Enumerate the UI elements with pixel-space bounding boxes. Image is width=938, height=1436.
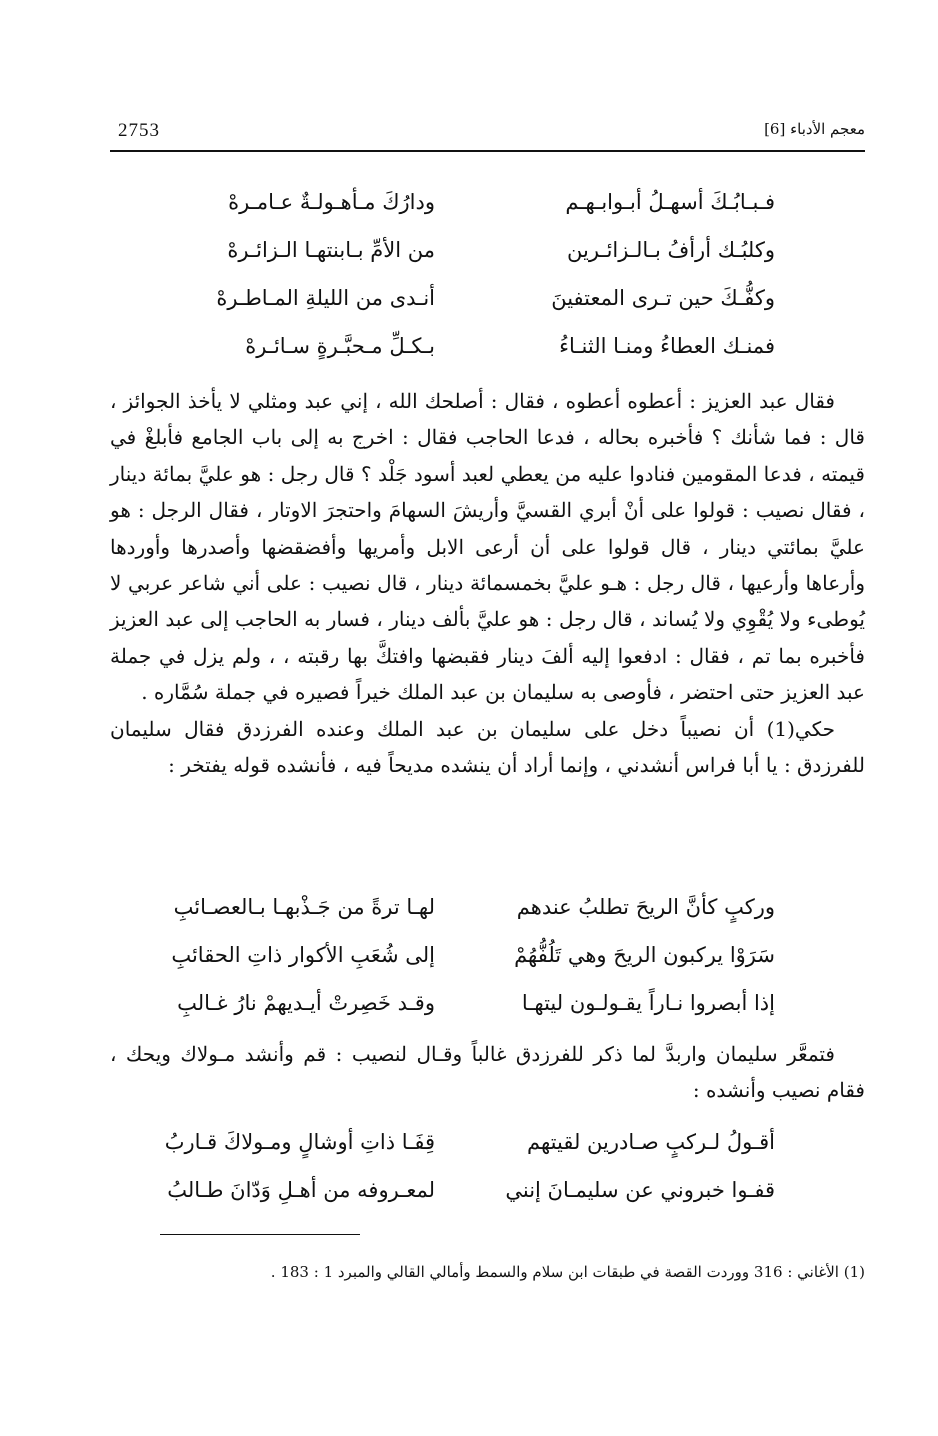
verse-block-3 [110, 1130, 865, 1226]
verse-line [110, 334, 865, 382]
verse-hemistich-left: أنـدى من الليلةِ المـاطـرهْ [216, 286, 435, 310]
verse-hemistich-right: وركبٍ كأنَّ الريحَ تطلبُ عندهم [516, 895, 775, 919]
footnote: (1) الأغاني : 316 ووردت القصة في طبقات ابن سلام والسمط وأمالي القالي والمبرد 1 : 183 . [270, 1263, 865, 1281]
verse-line [110, 190, 865, 238]
verse-block-2 [110, 895, 865, 1039]
verse-hemistich-left: إلى شُعَبِ الأكوار ذاتِ الحقائبِ [171, 943, 435, 967]
footnote-rule [160, 1234, 360, 1235]
verse-hemistich-right: وكفُّـكَ حين تـرى المعتفينَ [551, 286, 775, 310]
verse-block-1 [110, 190, 865, 382]
verse-line [110, 1130, 865, 1178]
header-rule [110, 150, 865, 152]
paragraph: فتمعَّر سليمان واربدَّ لما ذكر للفرزدق غالباً وقـال لنصيب : قم وأنشد مـولاك ويحك ، فقام نصيب وأنشده : [110, 1042, 865, 1103]
paragraph: حكي(1) أن نصيباً دخل على سليمان بن عبد الملك وعنده الفرزدق فقال سليمان للفرزدق : يا أبا فراس أنشدني ، وإنما أراد أن ينشده مديحاً فيه ، فأنشده قوله يفتخر : [110, 716, 865, 778]
verse-line [110, 238, 865, 286]
page-header [110, 118, 865, 148]
verse-hemistich-right: إذا أبصروا نـاراً يقـولـون ليتهـا [521, 991, 775, 1015]
verse-hemistich-right: فمنـك العطاءُ ومنـا الثنـاءُ [559, 334, 775, 358]
verse-hemistich-right: سَرَوْا يركبون الريحَ وهي تَلُفُّهُمْ [514, 943, 775, 967]
verse-hemistich-right: وكلبُـك أرأفُ بـالـزائـرين [567, 238, 775, 262]
verse-hemistich-left: لمعـروفه من أهـلِ وَدّانَ طـالبُ [167, 1178, 435, 1202]
verse-line [110, 1178, 865, 1226]
verse-hemistich-left: وقـد خَصِرتْ أيـديهمْ نارُ غـالبِ [177, 991, 435, 1015]
verse-hemistich-left: قِفَـا ذاتِ أوشالٍ ومـولاكَ قـاربُ [164, 1130, 435, 1154]
verse-line [110, 943, 865, 991]
verse-hemistich-left: بـكـلِّ مـحبَّـرةٍ سـائـرهْ [245, 334, 435, 358]
verse-hemistich-right: قفـوا خبروني عن سليمـانَ إنني [505, 1178, 775, 1202]
page-number: 2753 [118, 120, 160, 141]
verse-line [110, 895, 865, 943]
running-title: معجم الأدباء [6] [764, 120, 865, 138]
verse-hemistich-left: لهـا ترةً من جَـذْبهـا بـالعصـائبِ [173, 895, 435, 919]
verse-line [110, 286, 865, 334]
verse-hemistich-left: ودارُكَ مـأهـولـةٌ عـامـرهْ [228, 190, 435, 214]
prose-section-2 [110, 1036, 865, 1109]
verse-hemistich-right: فـبـابُـكَ أسهـلُ أبـوابـهـم [565, 190, 775, 214]
verse-line [110, 991, 865, 1039]
prose-section-1 [110, 383, 865, 783]
paragraph: فقال عبد العزيز : أعطوه أعطوه ، فقال : أصلحك الله ، إني عبد ومثلي لا يأخذ الجوائز ، قال : فما شأنك ؟ فأخبره بحاله ، فدعا الحاجب فقال : اخرج به إلى باب الجامع فأبلغْ في قيمته ، فدعا المقومين فنادوا عليه من يعطي لعبد أسود جَلْد ؟ قال رجل : هو عليَّ بمائة دينار ، فقال نصيب : قولوا على أنْ أبري القسيَّ وأريشَ السهامَ واحتجرَ الاوتار ، فقال الرجل : هو عليَّ بمائتي دينار ، قال قولوا على أن أرعى الابل وأمريها وأفضقضها وأصدرها وأوردها وأرعاها وأرعيها ، قال رجل : هـو عليَّ بخمسمائة دينار ، قال نصيب : على أني شاعر عربي لا يُوطىء ولا يُقْوِي ولا يُساند ، قال رجل : هو عليَّ بألف دينار ، فسار به الحاجب إلى عبد العزيز فأخبره بما تم ، فقال : ادفعوا إليه ألفَ دينار فقبضها وافتكَّ بها رقبته ، ، ولم يزل في جملة عبد العزيز حتى احتضر ، فأوصى به سليمان بن عبد الملك خيراً فصيره في جملة سُمَّاره . [110, 389, 865, 705]
verse-hemistich-left: من الأمِّ بـابنتهـا الـزائـرهْ [227, 238, 435, 262]
verse-hemistich-right: أقـولُ لـركبٍ صـادرين لقيتهم [527, 1130, 775, 1154]
